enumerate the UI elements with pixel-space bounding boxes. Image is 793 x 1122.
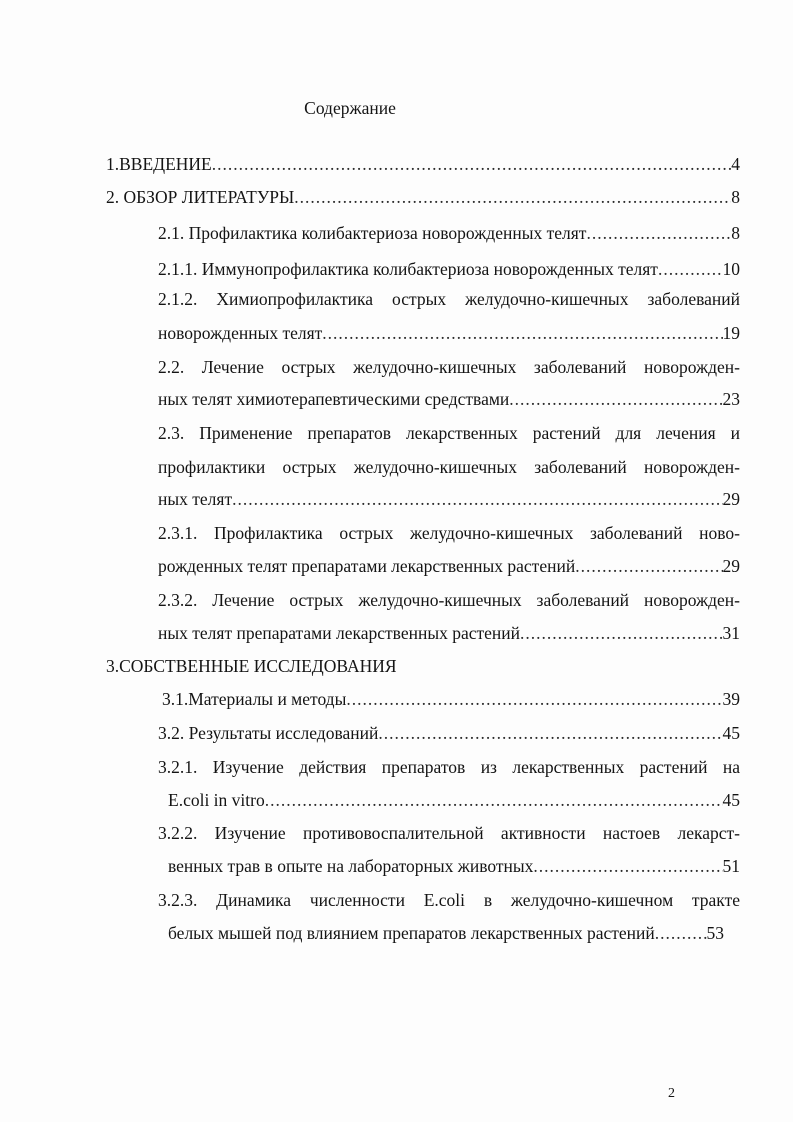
- toc-entry-page: 31: [722, 623, 740, 643]
- toc-entry-2-1-2-line-1: 2.1.2. Химиопрофилактика острых желудочно-кишечных заболеваний: [158, 289, 740, 309]
- toc-entry-2-2-line-1: 2.2. Лечение острых желудочно-кишечных заболеваний новорожден-: [158, 357, 740, 377]
- toc-leader-dots: [575, 555, 722, 577]
- toc-entry-page: 53: [706, 923, 724, 943]
- toc-entry-text: новорожденных телят: [158, 323, 323, 343]
- toc-entry-text: белых мышей под влиянием препаратов лекарственных растений: [168, 923, 655, 943]
- toc-entry-text: ных телят препаратами лекарственных растений: [158, 623, 520, 643]
- page-number: 2: [668, 1086, 675, 1101]
- toc-entry-text: 2.1. Профилактика колибактериоза новорожденных телят: [158, 223, 587, 243]
- toc-entry-2-1-2-line-2: [158, 322, 740, 344]
- toc-entry-page: 29: [722, 556, 740, 576]
- toc-entry-page: 23: [722, 389, 740, 409]
- toc-entry-own-research: 3.СОБСТВЕННЫЕ ИССЛЕДОВАНИЯ: [106, 656, 397, 676]
- toc-entry-3-2-3-line-1: 3.2.3. Динамика численности E.coli в желудочно-кишечном тракте: [158, 890, 740, 910]
- toc-entry-text: венных трав в опыте на лабораторных животных: [168, 856, 534, 876]
- toc-entry-page: 45: [722, 790, 740, 810]
- toc-entry-text: 3.1.Материалы и методы: [162, 689, 347, 709]
- toc-entry-3-2: [158, 722, 740, 744]
- toc-entry-text: 2.1.1. Иммунопрофилактика колибактериоза новорожденных телят: [158, 259, 658, 279]
- toc-entry-3-2-2-line-2: [168, 855, 740, 877]
- toc-entry-page: 8: [731, 187, 740, 207]
- toc-entry-3-2-2-line-1: 3.2.2. Изучение противовоспалительной активности настоев лекарст-: [158, 823, 740, 843]
- toc-leader-dots: [212, 153, 731, 175]
- toc-entry-2-3-line-3: [158, 488, 740, 510]
- toc-leader-dots: [322, 322, 722, 344]
- page-title: Содержание: [304, 98, 396, 118]
- toc-entry-page: 19: [722, 323, 740, 343]
- toc-leader-dots: [655, 922, 707, 944]
- toc-leader-dots: [378, 722, 722, 744]
- toc-entry-text: ных телят: [158, 489, 233, 509]
- toc-leader-dots: [232, 488, 722, 510]
- toc-entry-page: 29: [722, 489, 740, 509]
- toc-leader-dots: [520, 622, 723, 644]
- toc-leader-dots: [658, 258, 723, 280]
- toc-entry-2-3-1-line-1: 2.3.1. Профилактика острых желудочно-кишечных заболеваний ново-: [158, 523, 740, 543]
- toc-entry-2-3-2-line-2: [158, 622, 740, 644]
- toc-entry-3-2-1-line-1: 3.2.1. Изучение действия препаратов из лекарственных растений на: [158, 757, 740, 777]
- toc-entry-2-2-line-2: [158, 388, 740, 410]
- toc-entry-2-3-line-1: 2.3. Применение препаратов лекарственных растений для лечения и: [158, 423, 740, 443]
- toc-entry-text: ных телят химиотерапевтическими средствами: [158, 389, 510, 409]
- toc-leader-dots: [586, 222, 731, 244]
- toc-entry-2-1: [158, 222, 740, 244]
- toc-leader-dots: [346, 688, 722, 710]
- toc-entry-3-2-1-line-2: [168, 789, 740, 811]
- toc-entry-page: 39: [722, 689, 740, 709]
- toc-leader-dots: [533, 855, 722, 877]
- toc-leader-dots: [509, 388, 722, 410]
- toc-entry-3-2-3-line-2: [168, 922, 724, 944]
- toc-entry-literature-review: [106, 186, 740, 208]
- toc-entry-text: 1.ВВЕДЕНИЕ: [106, 154, 212, 174]
- toc-entry-page: 10: [722, 259, 740, 279]
- toc-entry-page: 8: [731, 223, 740, 243]
- toc-entry-text: 2. ОБЗОР ЛИТЕРАТУРЫ: [106, 187, 295, 207]
- toc-entry-3-1: [162, 688, 740, 710]
- toc-leader-dots: [294, 186, 731, 208]
- toc-entry-text: 3.2. Результаты исследований: [158, 723, 379, 743]
- toc-entry-text: рожденных телят препаратами лекарственных растений: [158, 556, 576, 576]
- toc-entry-text: E.coli in vitro: [168, 790, 265, 810]
- toc-entry-page: 51: [722, 856, 740, 876]
- toc-entry-page: 45: [722, 723, 740, 743]
- toc-leader-dots: [265, 789, 723, 811]
- toc-entry-2-3-line-2: профилактики острых желудочно-кишечных заболеваний новорожден-: [158, 457, 740, 477]
- toc-entry-2-3-1-line-2: [158, 555, 740, 577]
- toc-entry-introduction: [106, 153, 740, 175]
- toc-entry-page: 4: [731, 154, 740, 174]
- toc-entry-2-1-1: [158, 258, 740, 280]
- toc-entry-2-3-2-line-1: 2.3.2. Лечение острых желудочно-кишечных заболеваний новорожден-: [158, 590, 740, 610]
